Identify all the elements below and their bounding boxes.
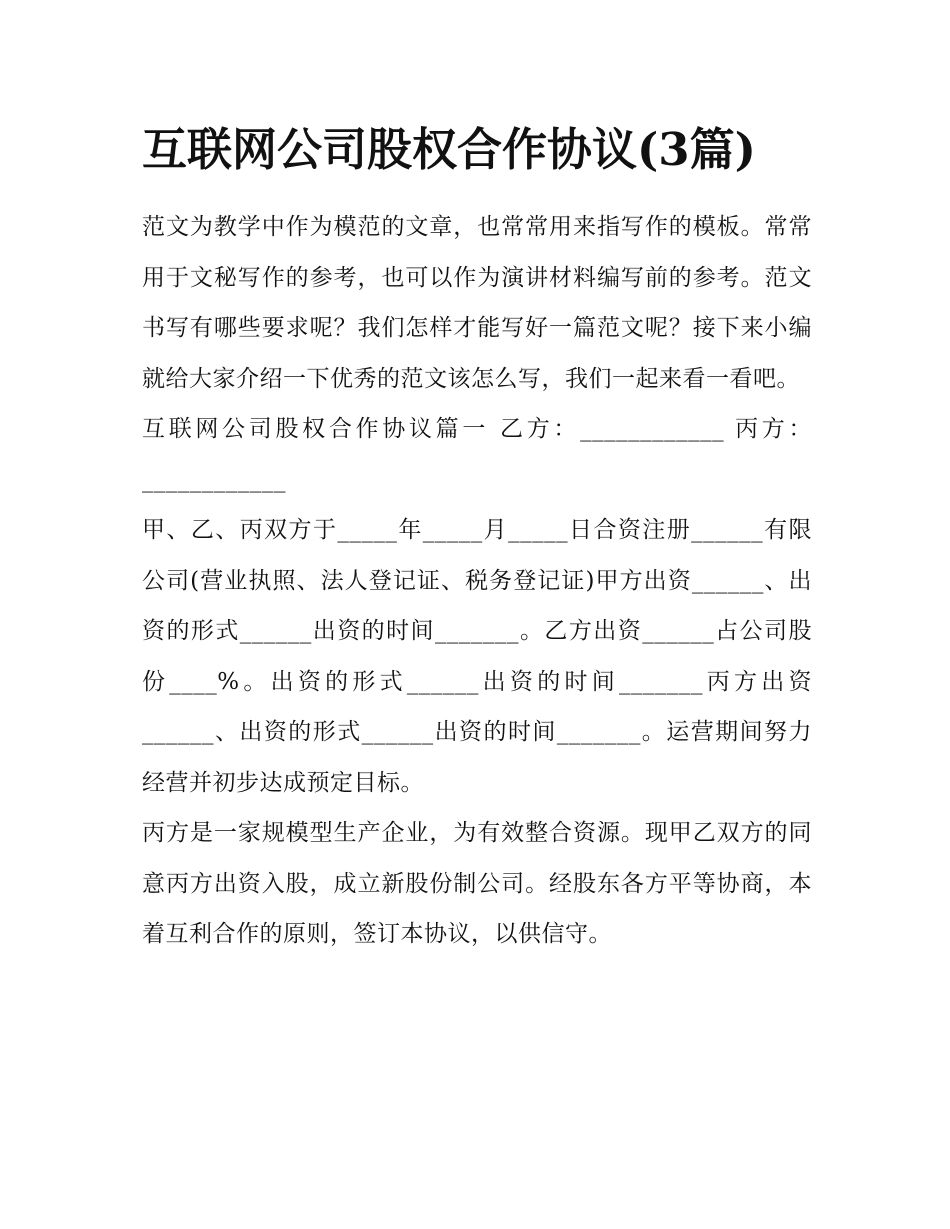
agreement-parties-paragraph: 互联网公司股权合作协议篇一 乙方：____________ 丙方：____________ bbox=[142, 416, 812, 493]
intro-paragraph: 范文为教学中作为模范的文章，也常常用来指写作的模板。常常用于文秘写作的参考，也可以作为演讲材料编写前的参考。范文书写有哪些要求呢？我们怎样才能写好一篇范文呢？接下来小编就给大家介绍一下优秀的范文该怎么写，我们一起来看一看吧。 bbox=[142, 214, 812, 392]
cooperation-purpose-paragraph: 丙方是一家规模型生产企业，为有效整合资源。现甲乙双方的同意丙方出资入股，成立新股份制公司。经股东各方平等协商，本着互利合作的原则，签订本协议，以供信守。 bbox=[142, 820, 812, 947]
investment-terms-paragraph: 甲、乙、丙双方于_____年_____月_____日合资注册______有限公司(营业执照、法人登记证、税务登记证)甲方出资______、出资的形式______出资的时间_______。乙方出资______占公司股份____%。出资的形式______出资的时间_______丙方出资______、出资的形式______出资的时间_______。运营期间努力经营并初步达成预定目标。 bbox=[142, 517, 812, 796]
document-page bbox=[142, 112, 812, 960]
document-title: 互联网公司股权合作协议(3篇) bbox=[142, 123, 756, 176]
